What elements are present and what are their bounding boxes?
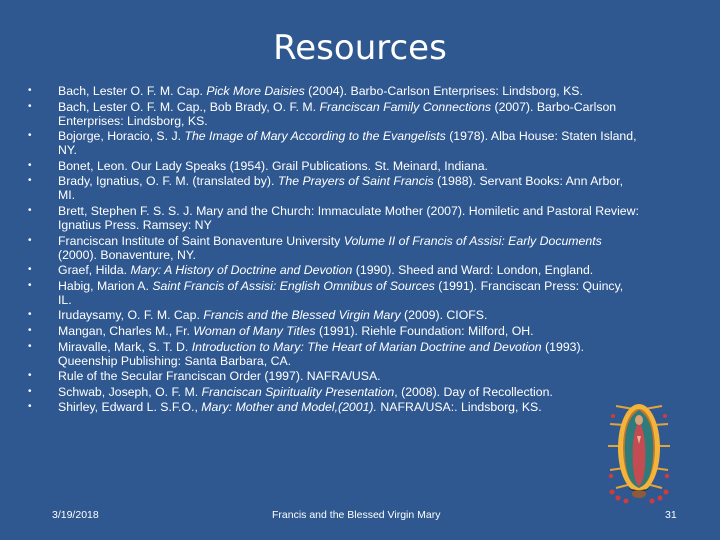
reference-text — [58, 204, 640, 232]
reference-item — [28, 159, 640, 173]
reference-text-plain: Miravalle, Mark, S. T. D. — [58, 339, 192, 354]
reference-title-italic: Volume II of Francis of Assisi: Early Documents — [343, 233, 602, 248]
reference-item — [28, 84, 640, 98]
reference-text-plain: Mangan, Charles M., Fr. — [58, 323, 194, 338]
slide-title: Resources — [273, 28, 447, 68]
bullet-icon: • — [28, 279, 32, 291]
reference-text-plain: (1991). Riehle Foundation: Milford, OH. — [315, 323, 534, 338]
reference-item — [28, 324, 640, 338]
reference-text — [58, 324, 640, 338]
bullet-icon: • — [28, 234, 32, 246]
reference-text — [58, 100, 640, 128]
reference-text-plain: (1988). Servant Books: Ann Arbor, MI. — [58, 174, 624, 203]
reference-title-italic: Franciscan Family Connections — [319, 99, 492, 114]
reference-title-italic: Francis and the Blessed Virgin Mary — [203, 308, 401, 323]
reference-text — [58, 234, 640, 262]
reference-item — [28, 204, 640, 232]
footer-date: 3/19/2018 — [52, 509, 99, 521]
reference-text-plain: Brett, Stephen F. S. S. J. Mary and the Church: Immaculate Mother (2007). Homiletic and Pastoral Review: Ignatius Press. Ramsey: NY — [58, 203, 639, 232]
reference-item — [28, 279, 640, 307]
bullet-icon: • — [28, 401, 32, 413]
reference-text-plain: NAFRA/USA:. Lindsborg, KS. — [376, 400, 542, 415]
reference-item — [28, 234, 640, 262]
reference-item — [28, 308, 640, 322]
reference-text — [58, 340, 640, 368]
bullet-icon: • — [28, 385, 32, 397]
reference-item — [28, 174, 640, 202]
reference-title-italic: Saint Francis of Assisi: English Omnibus of Sources — [152, 278, 435, 293]
bullet-icon: • — [28, 370, 32, 382]
reference-title-italic: Franciscan Spirituality Presentation — [201, 384, 395, 399]
reference-item — [28, 369, 640, 383]
bullet-icon: • — [28, 264, 32, 276]
reference-title-italic: The Image of Mary According to the Evangelists — [184, 129, 446, 144]
reference-text — [58, 159, 640, 173]
reference-text-plain: (1978). Alba House: Staten Island, NY. — [58, 129, 637, 158]
reference-text-plain: Bonet, Leon. Our Lady Speaks (1954). Grail Publications. St. Meinard, Indiana. — [58, 158, 488, 173]
reference-text — [58, 385, 640, 399]
reference-text-plain: (2004). Barbo-Carlson Enterprises: Lindsborg, KS. — [304, 84, 583, 98]
bullet-icon: • — [28, 85, 32, 96]
reference-item — [28, 385, 640, 399]
bullet-icon: • — [28, 100, 32, 112]
reference-text-plain: , (2008). Day of Recollection. — [394, 384, 553, 399]
reference-text-plain: Irudaysamy, O. F. M. Cap. — [58, 308, 204, 323]
reference-text — [58, 174, 640, 202]
reference-text-plain: Schwab, Joseph, O. F. M. — [58, 384, 202, 399]
reference-title-italic: The Prayers of Saint Francis — [277, 174, 434, 189]
bullet-icon: • — [28, 130, 32, 142]
bullet-icon: • — [28, 324, 32, 336]
our-lady-of-guadalupe-image — [606, 396, 672, 504]
reference-list — [28, 84, 640, 416]
reference-text-plain: (1990). Sheed and Ward: London, England. — [352, 263, 594, 278]
reference-title-italic: Mary: Mother and Model,(2001). — [201, 400, 377, 415]
reference-text — [58, 263, 640, 277]
reference-text-plain: (2007). Barbo-Carlson Enterprises: Lindsborg, KS. — [58, 99, 617, 128]
reference-item — [28, 263, 640, 277]
reference-text-plain: Franciscan Institute of Saint Bonaventure University — [58, 233, 344, 248]
footer-title: Francis and the Blessed Virgin Mary — [272, 509, 441, 521]
reference-text — [58, 84, 640, 98]
reference-item — [28, 129, 640, 157]
reference-text-plain: (1991). Franciscan Press: Quincy, IL. — [58, 278, 624, 307]
reference-text-plain: (2000). Bonaventure, NY. — [58, 247, 196, 262]
bullet-icon: • — [28, 309, 32, 321]
reference-text-plain: Bojorge, Horacio, S. J. — [58, 129, 185, 144]
reference-text-plain: Bach, Lester O. F. M. Cap. — [58, 84, 207, 98]
reference-title-italic: Mary: A History of Doctrine and Devotion — [130, 263, 353, 278]
reference-text-plain: Habig, Marion A. — [58, 278, 153, 293]
reference-item — [28, 340, 640, 368]
bullet-icon: • — [28, 159, 32, 171]
reference-text — [58, 308, 640, 322]
reference-text-plain: Shirley, Edward L. S.F.O., — [58, 400, 202, 415]
reference-item — [28, 100, 640, 128]
reference-text — [58, 400, 640, 414]
reference-title-italic: Introduction to Mary: The Heart of Marian Doctrine and Devotion — [191, 339, 542, 354]
reference-title-italic: Pick More Daisies — [206, 84, 305, 98]
reference-text-plain: Rule of the Secular Franciscan Order (1997). NAFRA/USA. — [58, 369, 381, 384]
reference-text — [58, 129, 640, 157]
reference-text-plain: (1993). Queenship Publishing: Santa Barbara, CA. — [58, 339, 585, 368]
reference-text-plain: Graef, Hilda. — [58, 263, 131, 278]
bullet-icon: • — [28, 175, 32, 187]
reference-text — [58, 369, 640, 383]
bullet-icon: • — [28, 340, 32, 352]
reference-text — [58, 279, 640, 307]
reference-item — [28, 400, 640, 414]
reference-text-plain: (2009). CIOFS. — [400, 308, 488, 323]
bullet-icon: • — [28, 204, 32, 216]
reference-title-italic: Woman of Many Titles — [193, 323, 316, 338]
reference-text-plain: Bach, Lester O. F. M. Cap., Bob Brady, O. F. M. — [58, 99, 320, 114]
reference-text-plain: Brady, Ignatius, O. F. M. (translated by). — [58, 174, 278, 189]
slide-number: 31 — [665, 509, 677, 521]
